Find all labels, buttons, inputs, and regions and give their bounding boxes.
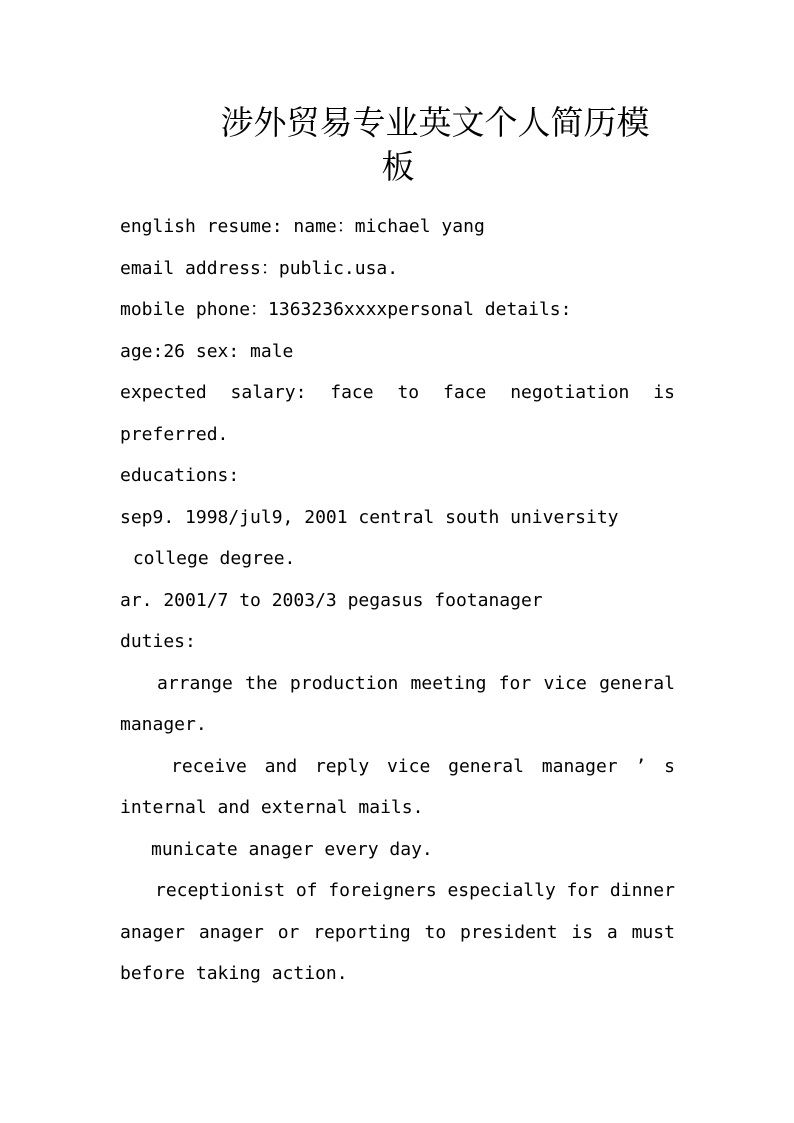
word: to [424,922,447,943]
word: receptionist [155,880,286,901]
word: president [460,922,558,943]
duty-item-3: municate anager every day. [151,839,433,860]
word: s [664,756,675,777]
word: ’ [635,756,647,777]
resume-name-line: english resume: name：michael yang [120,216,485,237]
word: or [277,922,300,943]
word: for [566,880,600,901]
duty-item-1 [157,671,675,697]
age-sex-line: age:26 sex: male [120,341,294,362]
duty-item-4-end: before taking action. [120,963,348,984]
expected-salary-line [120,380,675,406]
work-entry: ar. 2001/7 to 2003/3 pegasus footanager [120,590,543,611]
word: a [606,922,618,943]
education-entry: sep9. 1998/jul9, 2001 central south university [120,507,619,528]
word: manager [541,756,618,777]
duty-item-1-cont: manager. [120,714,207,735]
word: to [397,382,420,403]
document-title-line-1: 涉外贸易专业英文个人简历模 [220,103,650,142]
duty-item-4 [155,878,675,904]
word: face [442,382,487,403]
word: negotiation [510,382,630,403]
word: reporting [313,922,411,943]
word: for [498,673,532,694]
word: the [245,673,278,694]
preferred-line: preferred. [120,424,229,445]
word: general [448,756,524,777]
word: expected [120,382,207,403]
duties-heading: duties: [120,631,196,652]
word: must [631,922,675,943]
word: and [264,756,298,777]
word: salary: [230,382,307,403]
word: vice [386,756,431,777]
word: foreigners [328,880,437,901]
word: is [571,922,594,943]
word: vice [543,673,587,694]
word: anager [120,922,186,943]
word: receive [171,756,247,777]
word: reply [314,756,370,777]
duty-item-2 [171,754,675,780]
word: of [295,880,318,901]
word: arrange [157,673,233,694]
word: production [289,673,399,694]
word: face [330,382,374,403]
word: especially [447,880,556,901]
document-title-line-2: 板 [381,147,415,186]
educations-heading: educations: [120,465,240,486]
duty-item-4-cont [120,920,675,946]
education-degree: college degree. [122,548,296,569]
word: is [653,382,675,403]
phone-line: mobile phone：1363236xxxxpersonal details: [120,299,572,320]
word: general [599,673,675,694]
word: meeting [410,673,487,694]
word: anager [198,922,264,943]
word: dinner [609,880,675,901]
email-line: email address：public.usa. [120,258,399,279]
duty-item-2-cont: internal and external mails. [120,797,424,818]
